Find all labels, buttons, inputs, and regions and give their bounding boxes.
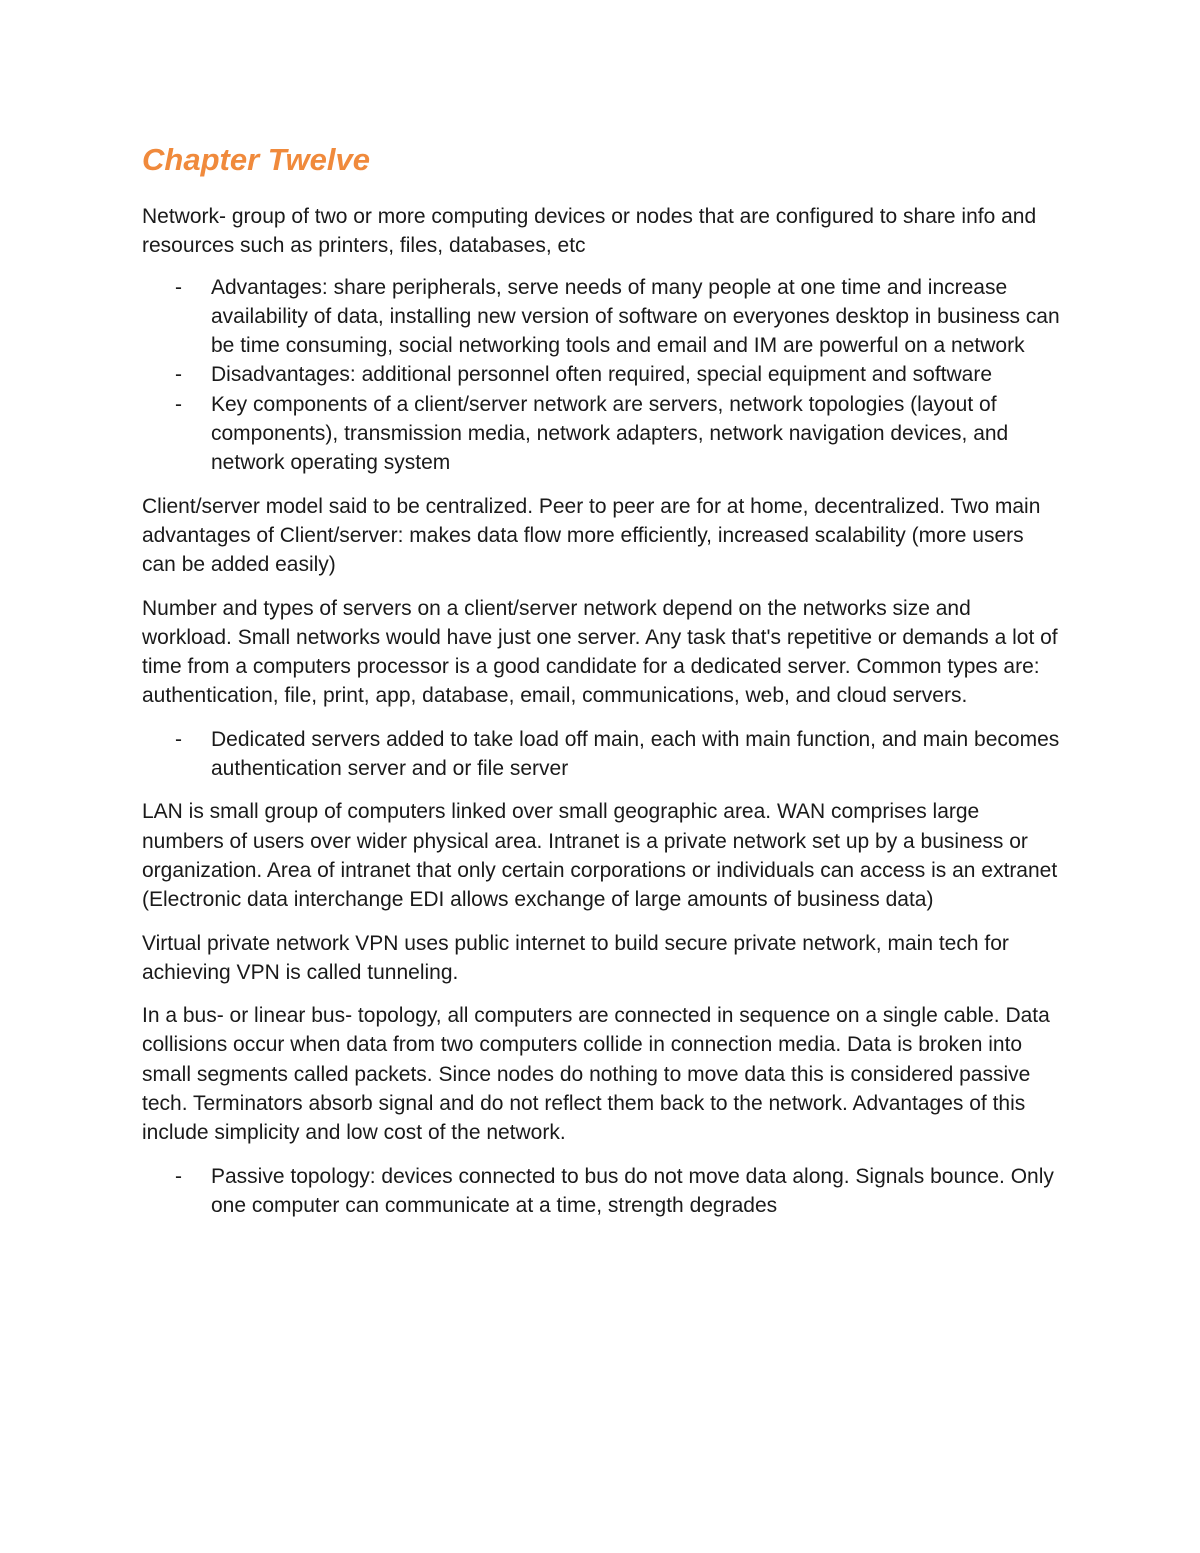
list-item <box>142 1162 1062 1221</box>
paragraph-network-definition: Network- group of two or more computing devices or nodes that are configured to share info and resources such as printers, files, databases, etc <box>142 205 1037 258</box>
list-item <box>142 360 1062 389</box>
list-item-text: Advantages: share peripherals, serve needs of many people at one time and increase availability of data, installing new version of software on everyones desktop in business can be time consuming, social networking tools and email and IM are powerful on a network <box>211 275 1060 358</box>
document-page <box>142 138 1069 1234</box>
list-item <box>142 725 1062 784</box>
list-item-text: Disadvantages: additional personnel often required, special equipment and software <box>211 363 992 387</box>
list-item-text: Key components of a client/server network are servers, network topologies (layout of components), transmission media, network adapters, network navigation devices, and network operating system <box>211 392 1009 475</box>
list-item-text: Passive topology: devices connected to bus do not move data along. Signals bounce. Only one computer can communicate at a time, strength degrades <box>211 1164 1054 1217</box>
paragraph-lan-wan: LAN is small group of computers linked over small geographic area. WAN comprises large numbers of users over wider physical area. Intranet is a private network set up by a business or organization. Area of intranet that only certain corporations or individuals can access is an extranet (Electronic data interchange EDI allows exchange of large amounts of business data) <box>142 800 1058 912</box>
list-item <box>142 390 1062 478</box>
passive-topology-list <box>142 1162 1062 1221</box>
chapter-title: Chapter Twelve <box>142 142 370 177</box>
bullet-dash: - <box>175 727 182 751</box>
bullet-dash: - <box>175 392 182 416</box>
list-item-text: Dedicated servers added to take load off main, each with main function, and main becomes authentication server and or file server <box>211 727 1060 781</box>
list-item <box>142 273 1062 361</box>
paragraph-bus-topology: In a bus- or linear bus- topology, all computers are connected in sequence on a single cable. Data collisions occur when data from two computers collide in connection media. Data is broken into small segments called packets. Since nodes do nothing to move data this is considered passive tech. Terminators absorb signal and do not reflect them back to the network. Advantages of this include simplicity and low cost of the network. <box>142 1004 1050 1145</box>
bullet-dash: - <box>175 275 182 299</box>
paragraph-client-server-model: Client/server model said to be centralized. Peer to peer are for at home, decentralized. Two main advantages of Client/server: makes data flow more efficiently, increased scalability (more users can be added easily) <box>142 494 1041 577</box>
paragraph-vpn: Virtual private network VPN uses public internet to build secure private network, main tech for achieving VPN is called tunneling. <box>142 931 1009 984</box>
network-points-list <box>142 273 1062 478</box>
bullet-dash: - <box>175 363 182 387</box>
bullet-dash: - <box>175 1164 182 1188</box>
dedicated-servers-list <box>142 725 1062 784</box>
paragraph-server-types: Number and types of servers on a client/server network depend on the networks size and workload. Small networks would have just one server. Any task that's repetitive or demands a lot of time from a computers processor is a good candidate for a dedicated server. Common types are: authentication, file, print, app, database, email, communications, web, and cloud servers. <box>142 596 1069 708</box>
